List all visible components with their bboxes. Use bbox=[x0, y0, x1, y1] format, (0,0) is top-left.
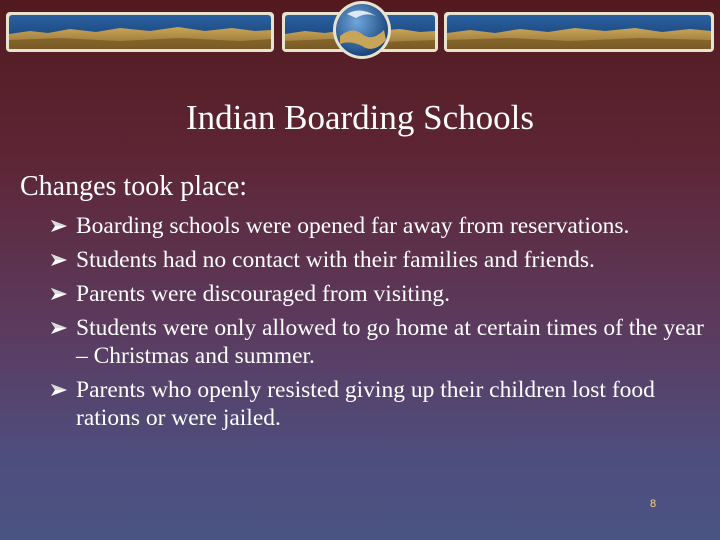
bullet-text: Parents were discouraged from visiting. bbox=[76, 281, 450, 307]
banner-panel-right bbox=[444, 12, 714, 52]
bullet-text: Students had no contact with their families and friends. bbox=[76, 247, 595, 273]
landscape-banner bbox=[0, 0, 720, 66]
arrow-bullet-icon bbox=[50, 287, 68, 301]
bullet-item bbox=[50, 212, 710, 240]
globe-emblem bbox=[333, 1, 391, 59]
slide-heading: Changes took place: bbox=[20, 171, 248, 202]
bullet-item bbox=[50, 246, 710, 274]
bullet-item bbox=[50, 314, 710, 370]
arrow-bullet-icon bbox=[50, 383, 68, 397]
bullet-list bbox=[50, 212, 710, 438]
slide-title: Indian Boarding Schools bbox=[185, 98, 535, 137]
bullet-item bbox=[50, 376, 710, 432]
banner-panel-left bbox=[6, 12, 274, 52]
bullet-text: Students were only allowed to go home at certain times of the year – Christmas and summer. bbox=[76, 315, 704, 369]
arrow-bullet-icon bbox=[50, 253, 68, 267]
bullet-text: Parents who openly resisted giving up their children lost food rations or were jailed. bbox=[76, 377, 655, 431]
bullet-text: Boarding schools were opened far away from reservations. bbox=[76, 213, 630, 239]
page-number: 8 bbox=[650, 498, 657, 510]
arrow-bullet-icon bbox=[50, 219, 68, 233]
arrow-bullet-icon bbox=[50, 321, 68, 335]
bullet-item bbox=[50, 280, 710, 308]
